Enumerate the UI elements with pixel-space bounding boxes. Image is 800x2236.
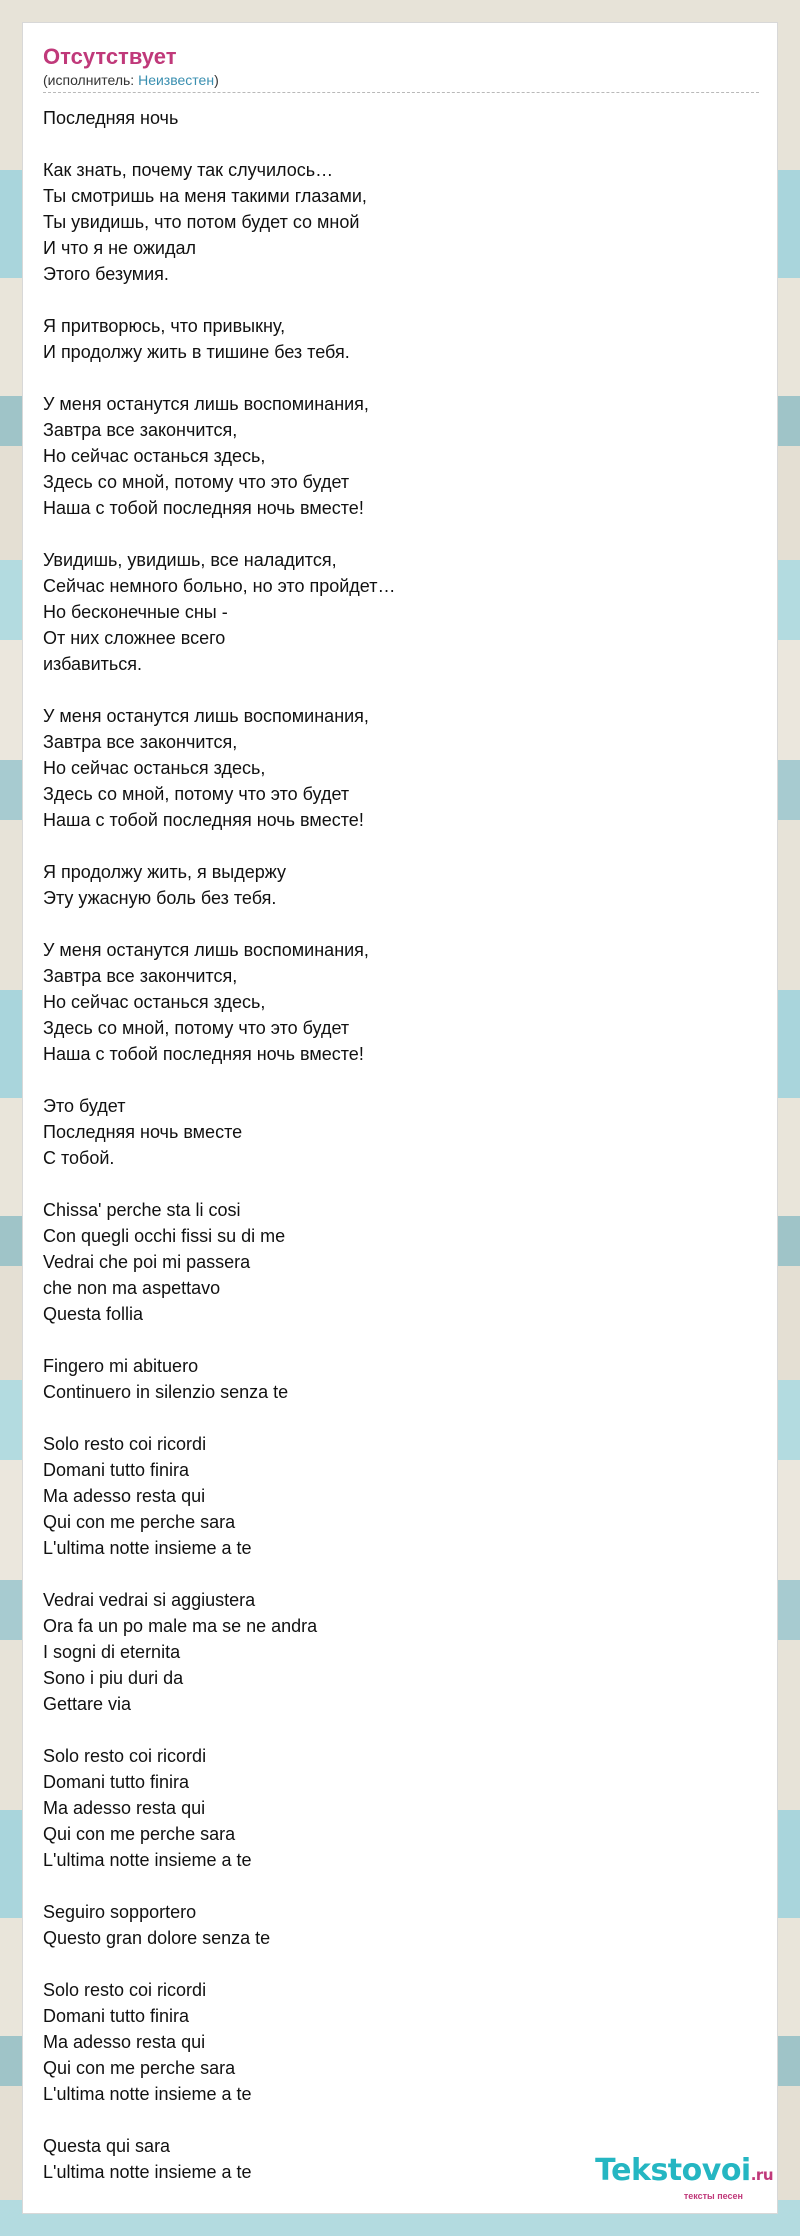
stanza-gap (43, 1327, 759, 1353)
lyric-line: И что я не ожидал (43, 238, 196, 258)
lyric-line: Но сейчас останься здесь, (43, 992, 266, 1012)
lyric-line: Наша с тобой последняя ночь вместе! (43, 1044, 364, 1064)
lyric-line: Но сейчас останься здесь, (43, 758, 266, 778)
lyric-line: Domani tutto finira (43, 1772, 190, 1792)
lyric-line: L'ultima notte insieme a te (43, 2084, 252, 2104)
lyric-line: Gettare via (43, 1694, 132, 1714)
lyric-line: Наша с тобой последняя ночь вместе! (43, 810, 364, 830)
stanza-gap (43, 365, 759, 391)
lyric-line: Solo resto coi ricordi (43, 1980, 207, 2000)
stanza-gap (43, 677, 759, 703)
lyric-line: Последняя ночь (43, 108, 179, 128)
lyric-line: Наша с тобой последняя ночь вместе! (43, 498, 364, 518)
lyric-line: Как знать, почему так случилось… (43, 160, 334, 180)
lyric-line: Qui con me perche sara (43, 1824, 236, 1844)
lyric-line: Sono i piu duri da (43, 1668, 184, 1688)
lyric-line: Fingero mi abituero (43, 1356, 199, 1376)
lyric-line: Domani tutto finira (43, 1460, 190, 1480)
lyric-line: И продолжу жить в тишине без тебя. (43, 342, 350, 362)
stanza-gap (43, 911, 759, 937)
stanza-gap (43, 1171, 759, 1197)
lyric-line: Ma adesso resta qui (43, 1486, 206, 1506)
stanza-gap (43, 131, 759, 157)
lyric-line: С тобой. (43, 1148, 115, 1168)
lyric-line: Qui con me perche sara (43, 2058, 236, 2078)
lyric-line: L'ultima notte insieme a te (43, 1538, 252, 1558)
lyrics-card (22, 22, 778, 2214)
stanza-gap (43, 1561, 759, 1587)
lyric-line: Последняя ночь вместе (43, 1122, 243, 1142)
lyric-line: Увидишь, увидишь, все наладится, (43, 550, 337, 570)
lyric-line: Завтра все закончится, (43, 420, 238, 440)
stanza-gap (43, 1873, 759, 1899)
lyric-line: Questo gran dolore senza te (43, 1928, 271, 1948)
lyric-line: От них сложнее всего (43, 628, 226, 648)
lyric-line: Сейчас немного больно, но это пройдет… (43, 576, 396, 596)
logo-wordmark (543, 2155, 773, 2191)
artist-prefix: (исполнитель: (43, 72, 139, 88)
lyric-line: У меня останутся лишь воспоминания, (43, 940, 369, 960)
lyric-line: Ты увидишь, что потом будет со мной (43, 212, 360, 232)
lyric-line: Questa follia (43, 1304, 144, 1324)
lyric-line: Но бесконечные сны - (43, 602, 228, 622)
lyric-line: избавиться. (43, 654, 142, 674)
logo-tld: .ru (750, 2166, 773, 2184)
stanza-gap (43, 1951, 759, 1977)
logo-tagline: тексты песен (683, 2191, 743, 2201)
lyric-line: Здесь со мной, потому что это будет (43, 472, 350, 492)
lyric-line: Здесь со мной, потому что это будет (43, 1018, 350, 1038)
lyric-line: Это будет (43, 1096, 126, 1116)
song-title: Отсутствует (43, 44, 177, 69)
lyric-line: Vedrai che poi mi passera (43, 1252, 251, 1272)
song-header (43, 43, 759, 93)
lyric-line: Завтра все закончится, (43, 966, 238, 986)
stanza-gap (43, 1067, 759, 1093)
lyric-line: Ma adesso resta qui (43, 1798, 206, 1818)
stanza-gap (43, 2107, 759, 2133)
stanza-gap (43, 1717, 759, 1743)
stanza-gap (43, 521, 759, 547)
stanza-gap (43, 287, 759, 313)
lyric-line: Vedrai vedrai si aggiustera (43, 1590, 256, 1610)
lyric-line: У меня останутся лишь воспоминания, (43, 706, 369, 726)
lyric-line: Ma adesso resta qui (43, 2032, 206, 2052)
artist-link[interactable]: Неизвестен (138, 72, 215, 88)
lyric-line: Solo resto coi ricordi (43, 1434, 207, 1454)
lyric-line: Domani tutto finira (43, 2006, 190, 2026)
lyric-line: Ты смотришь на меня такими глазами, (43, 186, 367, 206)
lyrics-text (43, 105, 759, 2185)
lyric-line: Я продолжу жить, я выдержу (43, 862, 286, 882)
lyric-line: Seguiro sopportero (43, 1902, 197, 1922)
lyric-line: Здесь со мной, потому что это будет (43, 784, 350, 804)
lyric-line: I sogni di eternita (43, 1642, 181, 1662)
stanza-gap (43, 1405, 759, 1431)
site-logo[interactable] (543, 2155, 773, 2201)
lyric-line: L'ultima notte insieme a te (43, 2162, 252, 2182)
stanza-gap (43, 833, 759, 859)
artist-suffix: ) (214, 72, 219, 88)
lyric-line: Но сейчас останься здесь, (43, 446, 266, 466)
lyric-line: Я притворюсь, что привыкну, (43, 316, 286, 336)
lyric-line: Continuero in silenzio senza te (43, 1382, 289, 1402)
lyric-line: Ora fa un po male ma se ne andra (43, 1616, 318, 1636)
lyric-line: Questa qui sara (43, 2136, 171, 2156)
logo-name: Tekstovoi (595, 2153, 751, 2188)
lyric-line: Qui con me perche sara (43, 1512, 236, 1532)
lyric-line: Эту ужасную боль без тебя. (43, 888, 277, 908)
lyric-line: Con quegli occhi fissi su di me (43, 1226, 286, 1246)
lyric-line: Solo resto coi ricordi (43, 1746, 207, 1766)
lyric-line: Этого безумия. (43, 264, 169, 284)
artist-line (43, 71, 759, 89)
lyric-line: У меня останутся лишь воспоминания, (43, 394, 369, 414)
lyric-line: Завтра все закончится, (43, 732, 238, 752)
lyric-line: Chissa' perche sta li cosi (43, 1200, 241, 1220)
lyric-line: L'ultima notte insieme a te (43, 1850, 252, 1870)
lyric-line: che non ma aspettavo (43, 1278, 221, 1298)
